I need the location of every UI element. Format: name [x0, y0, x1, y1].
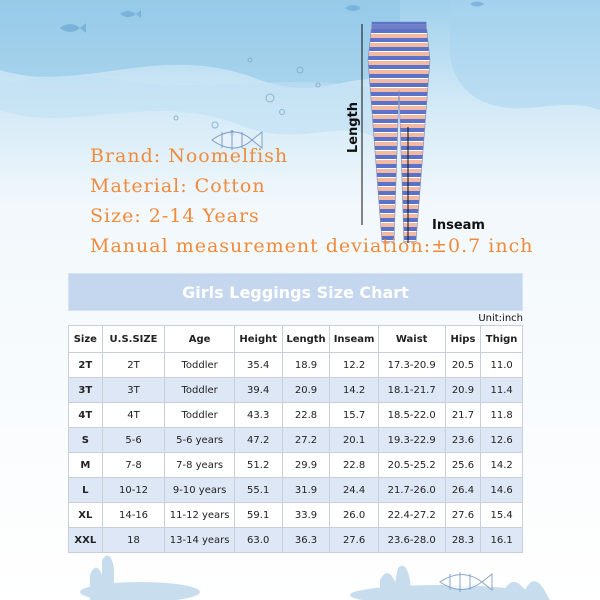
cell-waist: 23.6-28.0	[378, 528, 445, 553]
cell-us-size: 2T	[102, 353, 165, 378]
header-height: Height	[234, 326, 282, 353]
table-row	[69, 428, 523, 453]
cell-waist: 18.1-21.7	[378, 378, 445, 403]
brand-text: Brand: Noomelfish	[90, 145, 289, 167]
cell-us-size: 5-6	[102, 428, 165, 453]
cell-age: 5-6 years	[165, 428, 234, 453]
cell-age: Toddler	[165, 403, 234, 428]
size-chart	[68, 273, 523, 546]
cell-height: 47.2	[234, 428, 282, 453]
cell-hips: 25.6	[445, 453, 481, 478]
cell-height: 35.4	[234, 353, 282, 378]
cell-thigh: 11.4	[481, 378, 523, 403]
cell-hips: 26.4	[445, 478, 481, 503]
cell-age: 9-10 years	[165, 478, 234, 503]
unit-label: Unit:inch	[478, 313, 523, 324]
cell-waist: 19.3-22.9	[378, 428, 445, 453]
table-row	[69, 528, 523, 553]
cell-waist: 18.5-22.0	[378, 403, 445, 428]
inseam-label: Inseam	[432, 218, 485, 233]
cell-thigh: 12.6	[481, 428, 523, 453]
header-age: Age	[165, 326, 234, 353]
table-row	[69, 478, 523, 503]
cell-inseam: 24.4	[330, 478, 378, 503]
cell-length: 20.9	[282, 378, 330, 403]
cell-waist: 22.4-27.2	[378, 503, 445, 528]
cell-size: XXL	[69, 528, 103, 553]
cell-size: 4T	[69, 403, 103, 428]
size-table	[68, 325, 523, 553]
size-range-text: Size: 2-14 Years	[90, 205, 260, 227]
cell-height: 63.0	[234, 528, 282, 553]
table-row	[69, 353, 523, 378]
cell-length: 29.9	[282, 453, 330, 478]
cell-thigh: 15.4	[481, 503, 523, 528]
cell-age: 7-8 years	[165, 453, 234, 478]
cell-waist: 21.7-26.0	[378, 478, 445, 503]
cell-length: 31.9	[282, 478, 330, 503]
cell-hips: 20.5	[445, 353, 481, 378]
header-us-size: U.S.SIZE	[102, 326, 165, 353]
header-waist: Waist	[378, 326, 445, 353]
table-row	[69, 453, 523, 478]
cell-us-size: 18	[102, 528, 165, 553]
cell-size: M	[69, 453, 103, 478]
cell-us-size: 4T	[102, 403, 165, 428]
cell-height: 55.1	[234, 478, 282, 503]
cell-hips: 28.3	[445, 528, 481, 553]
cell-size: S	[69, 428, 103, 453]
cell-inseam: 14.2	[330, 378, 378, 403]
cell-thigh: 11.0	[481, 353, 523, 378]
table-header-row	[69, 326, 523, 353]
cell-length: 18.9	[282, 353, 330, 378]
cell-inseam: 27.6	[330, 528, 378, 553]
cell-age: 13-14 years	[165, 528, 234, 553]
cell-waist: 17.3-20.9	[378, 353, 445, 378]
cell-length: 33.9	[282, 503, 330, 528]
cell-us-size: 3T	[102, 378, 165, 403]
cell-inseam: 12.2	[330, 353, 378, 378]
cell-hips: 27.6	[445, 503, 481, 528]
cell-thigh: 16.1	[481, 528, 523, 553]
deviation-text: Manual measurement deviation:±0.7 inch	[90, 235, 534, 257]
cell-length: 36.3	[282, 528, 330, 553]
cell-age: Toddler	[165, 378, 234, 403]
cell-height: 51.2	[234, 453, 282, 478]
cell-height: 39.4	[234, 378, 282, 403]
cell-age: 11-12 years	[165, 503, 234, 528]
cell-hips: 20.9	[445, 378, 481, 403]
cell-hips: 23.6	[445, 428, 481, 453]
material-text: Material: Cotton	[90, 175, 266, 197]
cell-us-size: 14-16	[102, 503, 165, 528]
header-thigh: Thign	[481, 326, 523, 353]
cell-hips: 21.7	[445, 403, 481, 428]
cell-height: 43.3	[234, 403, 282, 428]
cell-inseam: 20.1	[330, 428, 378, 453]
cell-inseam: 15.7	[330, 403, 378, 428]
cell-size: XL	[69, 503, 103, 528]
cell-length: 27.2	[282, 428, 330, 453]
length-label: Length	[346, 101, 362, 154]
cell-thigh: 14.2	[481, 453, 523, 478]
table-row	[69, 403, 523, 428]
cell-size: L	[69, 478, 103, 503]
product-info	[90, 145, 533, 265]
header-hips: Hips	[445, 326, 481, 353]
table-row	[69, 503, 523, 528]
cell-height: 59.1	[234, 503, 282, 528]
table-row	[69, 378, 523, 403]
cell-length: 22.8	[282, 403, 330, 428]
cell-size: 2T	[69, 353, 103, 378]
header-length: Length	[282, 326, 330, 353]
header-size: Size	[69, 326, 103, 353]
cell-us-size: 10-12	[102, 478, 165, 503]
size-chart-title: Girls Leggings Size Chart	[68, 273, 523, 311]
cell-thigh: 11.8	[481, 403, 523, 428]
cell-size: 3T	[69, 378, 103, 403]
cell-inseam: 22.8	[330, 453, 378, 478]
cell-age: Toddler	[165, 353, 234, 378]
cell-thigh: 14.6	[481, 478, 523, 503]
cell-us-size: 7-8	[102, 453, 165, 478]
cell-waist: 20.5-25.2	[378, 453, 445, 478]
header-inseam: Inseam	[330, 326, 378, 353]
cell-inseam: 26.0	[330, 503, 378, 528]
